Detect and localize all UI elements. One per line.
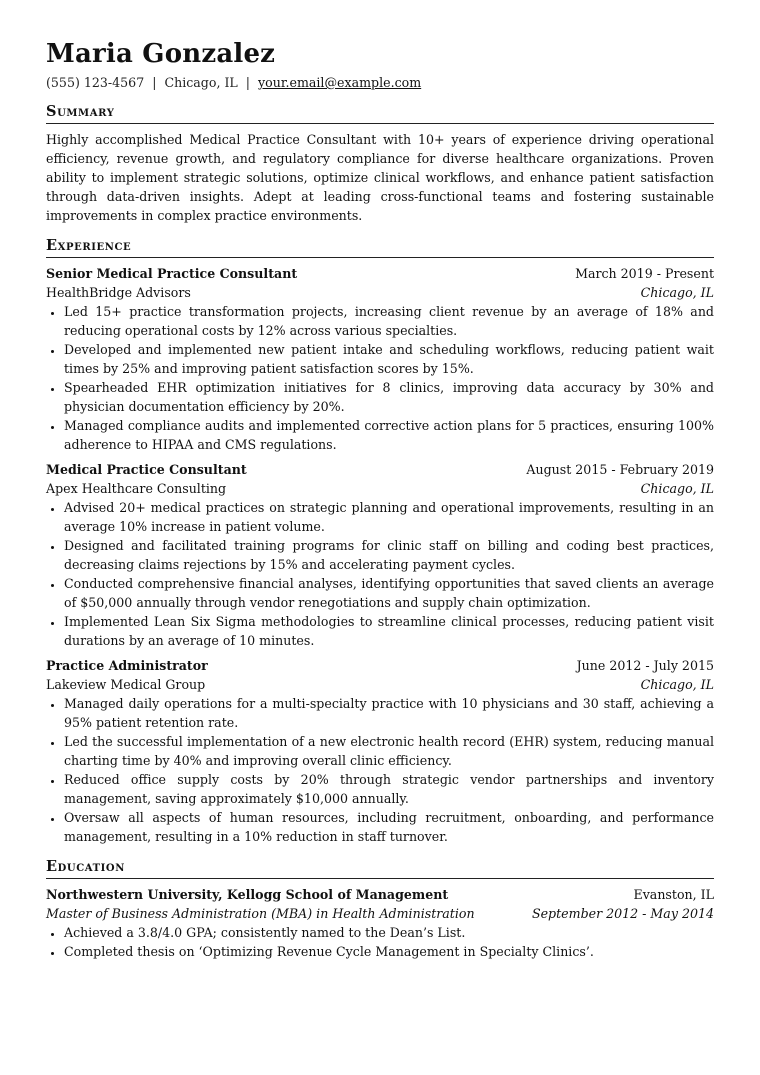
candidate-name: Maria Gonzalez: [46, 39, 276, 69]
job-title: Medical Practice Consultant: [46, 462, 247, 477]
job-entry: [46, 656, 714, 846]
summary-text: Highly accomplished Medical Practice Consultant with 10+ years of experience driving operational efficiency, revenue growth, and regulatory compliance for diverse healthcare organizations. Proven ability to implement strategic solutions, optimize clinical workflows, and enhance patient satisfaction through data-driven insights. Adept at leading cross-functional teams and fostering sustainable improvements in complex practice environments.: [46, 132, 714, 223]
bullet-item: • Advised 20+ medical practices on strategic planning and operational improvements, resulting in an average 10% increase in patient volume.: [64, 498, 714, 536]
bullet-item: • Developed and implemented new patient intake and scheduling workflows, reducing patient wait times by 25% and improving patient satisfaction scores by 15%.: [64, 340, 714, 378]
education-subheader: [46, 904, 714, 923]
education-bullets: [46, 923, 714, 961]
job-dates: June 2012 - July 2015: [576, 658, 714, 673]
contact-separator: |: [152, 75, 157, 90]
job-bullets: [46, 498, 714, 650]
phone-number: (555) 123-4567: [46, 75, 145, 90]
job-subheader: [46, 675, 714, 694]
job-location: Chicago, IL: [640, 285, 714, 300]
bullet-item: • Designed and facilitated training programs for clinic staff on billing and coding best practices, decreasing claims rejections by 15% and accelerating payment cycles.: [64, 536, 714, 574]
degree-name: Master of Business Administration (MBA) in Health Administration: [46, 906, 475, 921]
contact-separator: |: [245, 75, 251, 90]
job-subheader: [46, 479, 714, 498]
job-header: [46, 460, 714, 479]
job-dates: March 2019 - Present: [575, 266, 714, 281]
job-subheader: [46, 283, 714, 302]
education-header: [46, 885, 714, 904]
bullet-item: • Led 15+ practice transformation projects, increasing client revenue by an average of 18% and reducing operational costs by 12% across various specialties.: [64, 302, 714, 340]
bullet-item: • Reduced office supply costs by 20% through strategic vendor partnerships and inventory management, saving approximately $10,000 annually.: [64, 770, 714, 808]
job-title: Practice Administrator: [46, 658, 208, 673]
bullet-item: • Managed daily operations for a multi-specialty practice with 10 physicians and 30 staff, achieving a 95% patient retention rate.: [64, 694, 714, 732]
location: Chicago, IL: [164, 75, 238, 90]
summary-heading: Summary: [46, 103, 714, 124]
company-name: HealthBridge Advisors: [46, 285, 191, 300]
bullet-item: • Oversaw all aspects of human resources, including recruitment, onboarding, and performance management, resulting in a 10% reduction in staff turnover.: [64, 808, 714, 846]
bullet-item: • Achieved a 3.8/4.0 GPA; consistently named to the Dean’s List.: [64, 923, 714, 942]
education-entry: [46, 885, 714, 961]
bullet-item: • Completed thesis on ‘Optimizing Revenue Cycle Management in Specialty Clinics’.: [64, 942, 714, 961]
job-dates: August 2015 - February 2019: [526, 462, 714, 477]
experience-heading: Experience: [46, 237, 714, 258]
bullet-item: • Implemented Lean Six Sigma methodologies to streamline clinical processes, reducing patient visit durations by an average of 10 minutes.: [64, 612, 714, 650]
school-name: Northwestern University, Kellogg School of Management: [46, 887, 449, 902]
education-dates: September 2012 - May 2014: [531, 906, 714, 921]
education-heading: Education: [46, 858, 714, 879]
bullet-item: • Managed compliance audits and implemented corrective action plans for 5 practices, ensuring 100% adherence to HIPAA and CMS regulations.: [64, 416, 714, 454]
job-bullets: [46, 694, 714, 846]
contact-line: [46, 75, 714, 91]
job-location: Chicago, IL: [640, 677, 714, 692]
job-entry: [46, 460, 714, 650]
job-title: Senior Medical Practice Consultant: [46, 266, 298, 281]
job-header: [46, 264, 714, 283]
email-link[interactable]: your.email@example.com: [258, 75, 422, 90]
job-bullets: [46, 302, 714, 454]
job-entry: [46, 264, 714, 454]
school-location: Evanston, IL: [633, 887, 714, 902]
bullet-item: • Conducted comprehensive financial analyses, identifying opportunities that saved clients an average of $50,000 annually through vendor renegotiations and supply chain optimization.: [64, 574, 714, 612]
job-header: [46, 656, 714, 675]
job-location: Chicago, IL: [640, 481, 714, 496]
company-name: Apex Healthcare Consulting: [46, 481, 227, 496]
bullet-item: • Spearheaded EHR optimization initiatives for 8 clinics, improving data accuracy by 30% and physician documentation efficiency by 20%.: [64, 378, 714, 416]
bullet-item: • Led the successful implementation of a new electronic health record (EHR) system, reducing manual charting time by 40% and improving overall clinic efficiency.: [64, 732, 714, 770]
company-name: Lakeview Medical Group: [46, 677, 206, 692]
